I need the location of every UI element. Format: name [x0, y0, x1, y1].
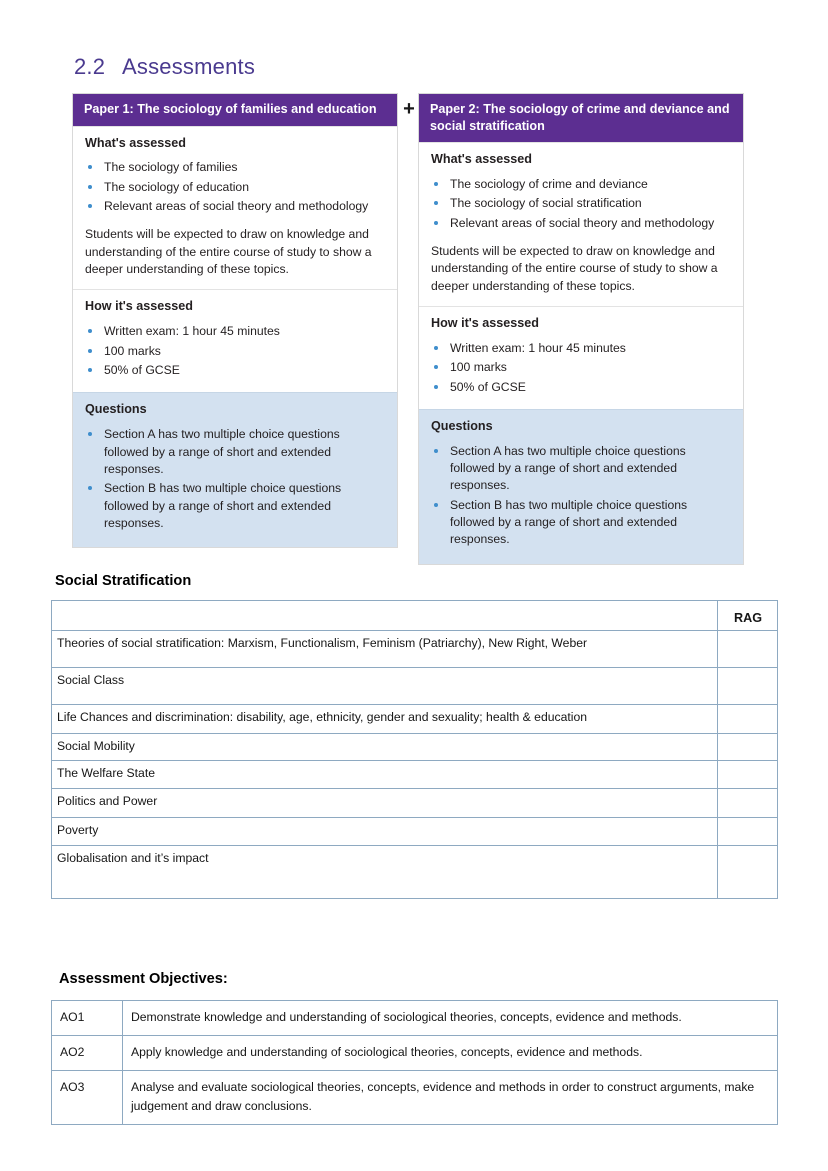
list-item: [85, 343, 385, 360]
list-item: [85, 198, 385, 215]
bullet-icon: [434, 385, 438, 389]
paper-2-questions-list: [431, 443, 731, 549]
list-item-label: The sociology of education: [104, 179, 249, 194]
topic-cell: Social Mobility: [52, 734, 718, 761]
ao-code-cell: AO3: [52, 1070, 123, 1125]
topic-cell: Poverty: [52, 818, 718, 846]
list-item: [85, 323, 385, 340]
section-number: 2.2: [74, 54, 106, 79]
ao-code-cell: AO2: [52, 1035, 123, 1070]
list-item-label: 50% of GCSE: [104, 362, 180, 377]
paper-1-whats-assessed-list: [85, 159, 385, 215]
topic-cell: The Welfare State: [52, 761, 718, 789]
paper-2-whats-assessed-note: Students will be expected to draw on knowledge and understanding of the entire course of study to show a deeper understanding of these topics.: [431, 244, 718, 293]
rag-cell[interactable]: [718, 668, 778, 705]
table-row: [52, 668, 778, 705]
section-title-how-assessed: How it's assessed: [85, 299, 193, 314]
social-stratification-table: [51, 600, 778, 899]
section-title-whats-assessed: What's assessed: [85, 135, 186, 150]
table-row: [52, 705, 778, 734]
table-row: [52, 789, 778, 818]
bullet-icon: [88, 349, 92, 353]
bullet-icon: [434, 449, 438, 453]
paper-1-how-assessed-list: [85, 323, 385, 379]
table-row: [52, 846, 778, 899]
list-item: [85, 179, 385, 196]
assessment-objectives-table: [51, 1000, 778, 1125]
paper-1-whats-assessed-note: Students will be expected to draw on knowledge and understanding of the entire course of study to show a deeper understanding of these topics.: [85, 227, 372, 277]
rag-cell[interactable]: [718, 846, 778, 899]
list-item: [85, 426, 385, 478]
paper-1-how-assessed: [73, 289, 397, 392]
table-row: [52, 1070, 778, 1125]
list-item-label: Section B has two multiple choice questions followed by a range of short and extended responses.: [104, 481, 342, 530]
list-item: [431, 195, 731, 212]
rag-cell[interactable]: [718, 761, 778, 789]
paper-2-how-assessed: [419, 306, 743, 409]
list-item-label: 50% of GCSE: [450, 379, 526, 394]
paper-2-header: Paper 2: The sociology of crime and deviance and social stratification: [419, 94, 743, 142]
paper-2-whats-assessed-list: [431, 176, 731, 232]
list-item-label: Section A has two multiple choice questions followed by a range of short and extended responses.: [104, 427, 340, 476]
table-row: [52, 761, 778, 789]
list-item-label: Written exam: 1 hour 45 minutes: [104, 324, 280, 339]
bullet-icon: [88, 329, 92, 333]
bullet-icon: [434, 182, 438, 186]
list-item-label: The sociology of social stratification: [450, 196, 642, 211]
list-item-label: 100 marks: [104, 343, 161, 358]
plus-icon: +: [403, 98, 415, 120]
paper-1-card: [72, 93, 398, 548]
rag-cell[interactable]: [718, 734, 778, 761]
bullet-icon: [434, 503, 438, 507]
list-item: [431, 443, 731, 495]
bullet-icon: [88, 368, 92, 372]
paper-1-questions: [73, 392, 397, 547]
table-row: [52, 1001, 778, 1036]
social-stratification-title: Social Stratification: [55, 573, 192, 589]
bullet-icon: [88, 165, 92, 169]
topic-cell: Globalisation and it’s impact: [52, 846, 718, 899]
list-item: [431, 359, 731, 376]
section-title-how-assessed: How it's assessed: [431, 316, 539, 331]
bullet-icon: [434, 346, 438, 350]
list-item-label: Section A has two multiple choice questions followed by a range of short and extended responses.: [450, 443, 686, 493]
section-title-questions: Questions: [85, 402, 147, 417]
table-row: [52, 631, 778, 668]
list-item-label: The sociology of families: [104, 160, 238, 175]
topic-cell: Life Chances and discrimination: disability, age, ethnicity, gender and sexuality; health & education: [52, 705, 718, 734]
rag-cell[interactable]: [718, 789, 778, 818]
section-title-whats-assessed: What's assessed: [431, 152, 532, 167]
paper-2-card: [418, 93, 744, 565]
column-header-topic: [52, 601, 718, 631]
list-item: [431, 379, 731, 396]
bullet-icon: [434, 201, 438, 205]
page-title: [74, 54, 255, 80]
topic-cell: Social Class: [52, 668, 718, 705]
bullet-icon: [88, 185, 92, 189]
bullet-icon: [434, 221, 438, 225]
paper-1-questions-list: [85, 426, 385, 532]
ao-description-cell: Demonstrate knowledge and understanding of sociological theories, concepts, evidence and methods.: [122, 1001, 777, 1036]
list-item: [85, 480, 385, 532]
list-item: [431, 340, 731, 357]
rag-cell[interactable]: [718, 818, 778, 846]
list-item-label: Relevant areas of social theory and methodology: [450, 215, 715, 230]
paper-2-whats-assessed: [419, 142, 743, 306]
table-header-row: [52, 601, 778, 631]
list-item: [431, 497, 731, 549]
table-row: [52, 734, 778, 761]
bullet-icon: [88, 486, 92, 490]
paper-2-how-assessed-list: [431, 340, 731, 396]
bullet-icon: [434, 365, 438, 369]
section-title-questions: Questions: [431, 418, 493, 433]
paper-1-header: Paper 1: The sociology of families and education: [73, 94, 397, 126]
list-item: [431, 176, 731, 193]
ao-code-cell: AO1: [52, 1001, 123, 1036]
list-item-label: 100 marks: [450, 360, 507, 375]
list-item: [85, 362, 385, 379]
ao-description-cell: Apply knowledge and understanding of sociological theories, concepts, evidence and methods.: [122, 1035, 777, 1070]
topic-cell: Politics and Power: [52, 789, 718, 818]
paper-1-whats-assessed: [73, 126, 397, 290]
list-item-label: The sociology of crime and deviance: [450, 177, 648, 192]
column-header-rag: RAG: [718, 601, 778, 631]
rag-cell[interactable]: [718, 705, 778, 734]
rag-cell[interactable]: [718, 631, 778, 668]
list-item-label: Written exam: 1 hour 45 minutes: [450, 340, 626, 355]
section-title: Assessments: [122, 54, 256, 79]
paper-2-questions: [419, 409, 743, 564]
bullet-icon: [88, 432, 92, 436]
assessment-cards: [72, 93, 744, 548]
list-item: [431, 215, 731, 232]
list-item: [85, 159, 385, 176]
list-item-label: Section B has two multiple choice questions followed by a range of short and extended responses.: [450, 497, 688, 547]
list-item-label: Relevant areas of social theory and methodology: [104, 199, 369, 214]
topic-cell: Theories of social stratification: Marxism, Functionalism, Feminism (Patriarchy), New Right, Weber: [52, 631, 718, 668]
ao-description-cell: Analyse and evaluate sociological theories, concepts, evidence and methods in order to construct arguments, make judgement and draw conclusions.: [122, 1070, 777, 1125]
assessment-objectives-title: Assessment Objectives:: [59, 971, 228, 987]
bullet-icon: [88, 204, 92, 208]
table-row: [52, 1035, 778, 1070]
table-row: [52, 818, 778, 846]
